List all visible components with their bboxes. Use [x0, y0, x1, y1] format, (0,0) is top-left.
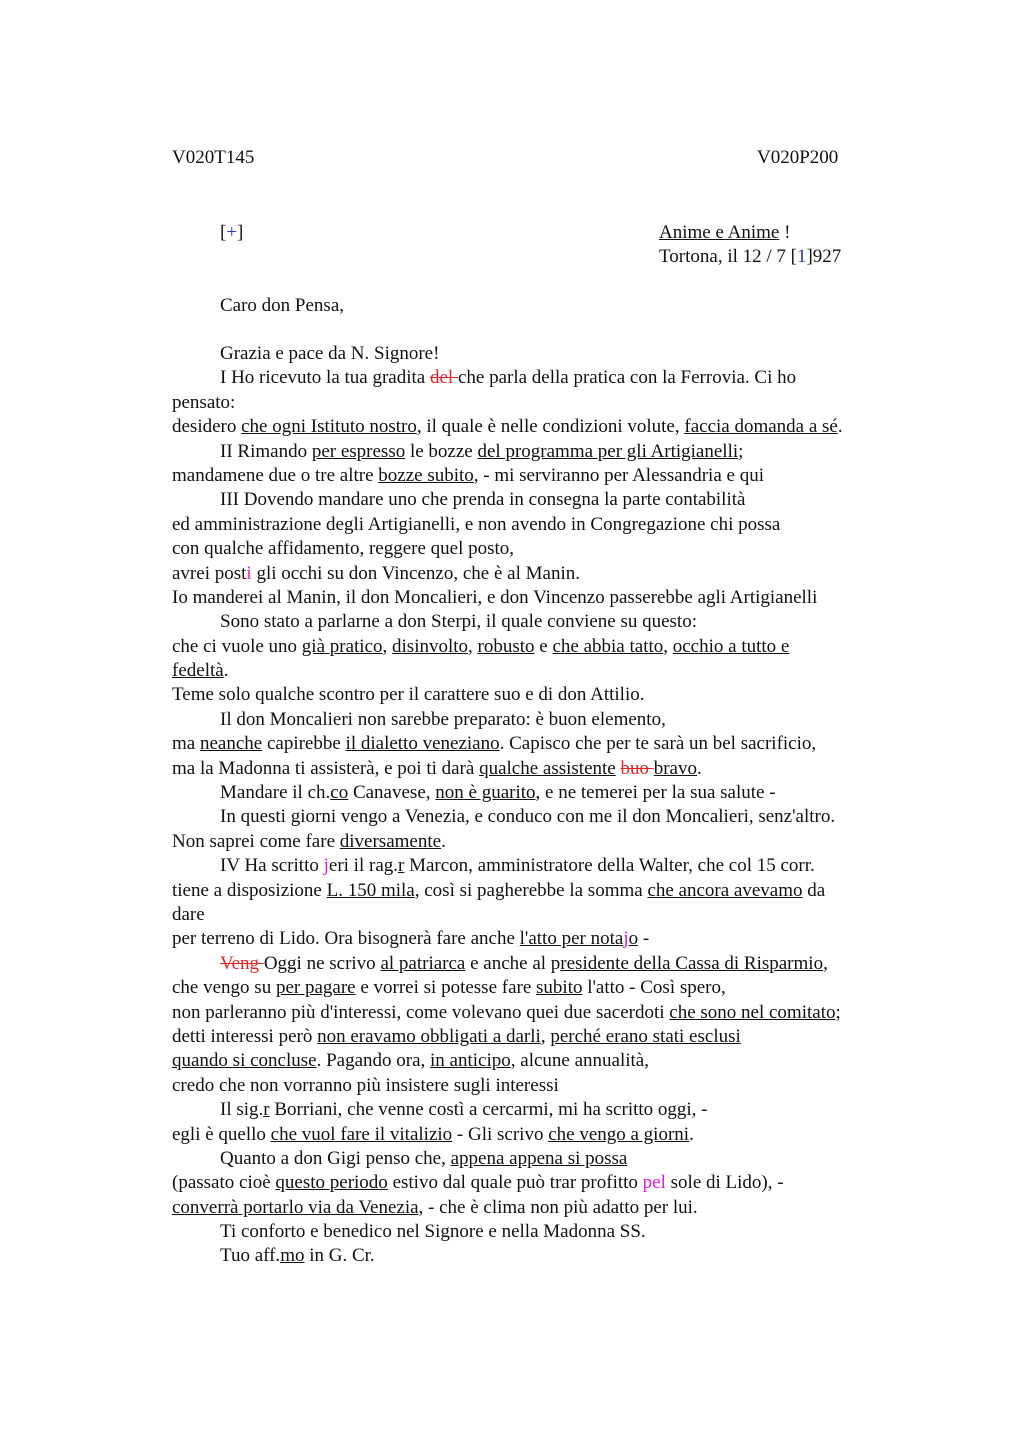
line-text: .	[223, 660, 229, 682]
line-text: . Capisco che per te sarà un bel sacrificio,	[499, 733, 817, 755]
letter-line	[172, 1049, 912, 1073]
document-code-right: V020P200	[757, 147, 839, 168]
letter-line	[172, 805, 912, 829]
letter-line	[172, 1171, 912, 1195]
letter-line	[172, 440, 912, 464]
letter-line	[172, 464, 912, 488]
underlined-text: subito	[536, 977, 583, 999]
letter-line	[172, 732, 912, 756]
struck-text: buo	[620, 757, 654, 779]
line-text: credo che non vorranno più insistere sugli interessi	[172, 1074, 559, 1096]
correction-text: pel	[642, 1172, 666, 1194]
underlined-text: r	[263, 1099, 270, 1121]
line-text: l'atto - Così spero,	[582, 977, 726, 999]
letter-line	[172, 366, 912, 390]
letter-line	[172, 415, 912, 439]
letter-line	[172, 659, 912, 683]
line-text: detti interessi però	[172, 1025, 318, 1047]
struck-text: Veng	[220, 952, 264, 974]
underlined-text: per pagare	[275, 977, 356, 999]
line-text: ;	[738, 440, 744, 462]
line-text: non parleranno più d'interessi, come volevano quei due sacerdoti	[172, 1001, 670, 1023]
line-text: ed amministrazione degli Artigianelli, e non avendo in Congregazione chi possa	[172, 513, 781, 535]
line-text: desidero	[172, 416, 242, 438]
underlined-text: diversamente	[339, 830, 442, 852]
letter-line	[172, 854, 912, 878]
letter-line	[172, 1001, 912, 1025]
underlined-text: già pratico	[301, 635, 383, 657]
line-text: Ti conforto e benedico nel Signore e nella Madonna SS.	[220, 1221, 646, 1243]
line-text: ,	[663, 635, 673, 657]
struck-text: del	[429, 367, 458, 389]
line-text: .	[441, 830, 446, 852]
line-text: e	[534, 635, 553, 657]
underlined-text: che ancora avevamo	[647, 879, 803, 901]
line-text: ,	[823, 952, 828, 974]
letter-line	[172, 683, 912, 707]
letter-line	[172, 952, 912, 976]
line-text: da	[802, 879, 826, 901]
line-text: capirebbe	[262, 733, 346, 755]
underlined-text: che ogni Istituto nostro	[241, 416, 417, 438]
underlined-text: residente della Cassa di Risparmio	[560, 952, 824, 974]
document-code-left: V020T145	[172, 147, 255, 168]
line-text: ,	[468, 635, 478, 657]
letter-line	[172, 610, 912, 634]
line-text: Sono stato a parlarne a don Sterpi, il quale conviene su questo:	[220, 611, 697, 633]
letter-line	[172, 1196, 912, 1220]
line-text: .	[689, 1123, 694, 1145]
underlined-text: appena appena si possa	[450, 1147, 628, 1169]
letter-line	[172, 1098, 912, 1122]
date-line: Tortona, il 12 / 7 [1]927	[659, 246, 842, 267]
line-text: II Rimando	[220, 440, 312, 462]
underlined-text: o	[628, 928, 639, 950]
line-text: .	[837, 416, 843, 438]
line-text: ,	[382, 635, 393, 657]
letter-line	[172, 635, 912, 659]
correction-text: i	[246, 562, 252, 584]
underlined-text: non eravamo obbligati a darli	[317, 1025, 541, 1047]
underlined-text: questo periodo	[275, 1172, 388, 1194]
underlined-text: del programma per gli Artigianelli	[477, 440, 739, 462]
line-text: - Gli scrivo	[452, 1123, 549, 1145]
line-text: . Pagando ora,	[316, 1050, 431, 1072]
line-text: Il don Moncalieri non sarebbe preparato: è buon elemento,	[220, 708, 666, 730]
underlined-text: neanche	[199, 733, 263, 755]
underlined-text: j	[623, 928, 629, 950]
line-text: Oggi ne scrivo	[263, 952, 381, 974]
letter-line	[172, 879, 912, 903]
line-text: e vorrei si potesse fare	[355, 977, 537, 999]
line-text: ,	[540, 1025, 551, 1047]
line-text: in G. Cr.	[304, 1245, 375, 1267]
line-text: Grazia e pace da N. Signore!	[220, 343, 440, 364]
letter-line	[172, 1074, 912, 1098]
line-text: pensato:	[172, 391, 236, 413]
letter-line	[172, 342, 912, 366]
line-text: , e ne temerei per la sua salute -	[535, 782, 776, 804]
editorial-note-marker: [+]	[220, 222, 244, 243]
letter-line	[172, 757, 912, 781]
line-text: ;	[835, 1001, 841, 1023]
line-text: Io manderei al Manin, il don Moncalieri, e don Vincenzo passerebbe agli Artigianelli	[172, 586, 818, 608]
underlined-text: faccia domanda a sé	[684, 416, 838, 438]
underlined-text: L. 150 mila	[326, 879, 415, 901]
letter-line	[172, 1123, 912, 1147]
underlined-text: converrà portarlo via da Venezia	[172, 1196, 419, 1218]
line-text: egli è quello	[172, 1123, 271, 1145]
underlined-text: disinvolto	[392, 635, 469, 657]
line-text: gli occhi su don Vincenzo, che è al Manin.	[251, 562, 580, 584]
motto: Anime e Anime !	[659, 222, 791, 243]
plus-note-link[interactable]: +	[226, 222, 238, 243]
line-text: avrei post	[172, 562, 247, 584]
salutation: Caro don Pensa,	[220, 295, 345, 316]
underlined-text: che vuol fare il vitalizio	[270, 1123, 453, 1145]
line-text: .	[697, 757, 702, 779]
letter-line	[172, 781, 912, 805]
underlined-text: per espresso	[311, 440, 406, 462]
line-text: con qualche affidamento, reggere quel posto,	[172, 538, 515, 560]
letter-body	[172, 342, 912, 1269]
line-text: e anche al p	[465, 952, 561, 974]
underlined-text: che abbia tatto	[552, 635, 664, 657]
letter-line	[172, 513, 912, 537]
underlined-text: r	[398, 855, 405, 877]
underlined-text: non è guarito	[435, 782, 536, 804]
line-text: Quanto a don Gigi penso che,	[220, 1147, 451, 1169]
line-text: III Dovendo mandare uno che prenda in consegna la parte contabilità	[220, 489, 746, 511]
line-text: eri il rag.	[328, 855, 398, 877]
line-text: Il sig.	[220, 1099, 264, 1121]
line-text: , il quale è nelle condizioni volute,	[416, 416, 685, 438]
underlined-text: fedeltà	[172, 660, 224, 682]
line-text: Borriani, che venne costì a cercarmi, mi ha scritto oggi, -	[269, 1099, 708, 1121]
underlined-text: co	[330, 782, 349, 804]
line-text: -	[638, 928, 650, 950]
underlined-text: quando si concluse	[172, 1050, 317, 1072]
line-text: Tuo aff.	[220, 1245, 281, 1267]
line-text: che ci vuole uno	[172, 635, 302, 657]
line-text: Non saprei come fare	[172, 830, 340, 852]
letter-line	[172, 708, 912, 732]
line-text: estivo dal quale può trar profitto	[387, 1172, 643, 1194]
line-text: che vengo su	[172, 977, 276, 999]
line-text: per terreno di Lido. Ora bisognerà fare anche	[172, 928, 520, 950]
letter-line	[172, 830, 912, 854]
underlined-text: che sono nel comitato	[669, 1001, 836, 1023]
line-text: Teme solo qualche scontro per il carattere suo e di don Attilio.	[172, 684, 645, 706]
letter-line	[172, 1025, 912, 1049]
line-text: IV Ha scritto	[220, 855, 324, 877]
letter-line	[172, 927, 912, 951]
line-text: mandamene due o tre altre	[172, 464, 379, 486]
line-text: , alcune annualità,	[510, 1050, 649, 1072]
line-text: Marcon, amministratore della Walter, che col 15 corr.	[404, 855, 815, 877]
letter-line	[172, 586, 912, 610]
line-text: , - mi serviranno per Alessandria e qui	[473, 464, 764, 486]
line-text: ma la Madonna ti assisterà, e poi ti darà	[172, 757, 480, 779]
underlined-text: bravo	[653, 757, 697, 779]
letter-line	[172, 1220, 912, 1244]
underlined-text: perché erano stati esclusi	[550, 1025, 741, 1047]
line-text: dare	[172, 903, 205, 925]
underlined-text: mo	[280, 1245, 305, 1267]
letter-line	[172, 1244, 912, 1268]
letter-line	[172, 537, 912, 561]
letter-line	[172, 562, 912, 586]
line-text: sole di Lido), -	[665, 1172, 784, 1194]
letter-line	[172, 391, 912, 415]
underlined-text: il dialetto veneziano	[345, 733, 500, 755]
line-text: le bozze	[405, 440, 478, 462]
letter-line	[172, 976, 912, 1000]
underlined-text: bozze subito	[378, 464, 474, 486]
correction-text: j	[323, 855, 329, 877]
underlined-text: robusto	[477, 635, 535, 657]
line-text: ma	[172, 733, 200, 755]
underlined-text: l'atto per nota	[519, 928, 624, 950]
line-text: Canavese,	[348, 782, 436, 804]
line-text: I Ho ricevuto la tua gradita	[220, 367, 430, 389]
line-text: che parla della pratica con la Ferrovia. Ci ho	[457, 367, 797, 389]
line-text: , così si pagherebbe la somma	[414, 879, 648, 901]
line-text: , - che è clima non più adatto per lui.	[418, 1196, 698, 1218]
letter-line	[172, 903, 912, 927]
underlined-text: occhio a tutto e	[672, 635, 790, 657]
letter-line	[172, 488, 912, 512]
letter-line	[172, 1147, 912, 1171]
underlined-text: qualche assistente	[479, 757, 616, 779]
underlined-text: che vengo a giorni	[548, 1123, 690, 1145]
line-text: Mandare il ch.	[220, 782, 331, 804]
underlined-text: al patriarca	[380, 952, 466, 974]
line-text: tiene a disposizione	[172, 879, 327, 901]
underlined-text: in anticipo	[430, 1050, 511, 1072]
line-text: (passato cioè	[172, 1172, 276, 1194]
line-text: In questi giorni vengo a Venezia, e conduco con me il don Moncalieri, senz'altro.	[220, 806, 836, 828]
footnote-link[interactable]: 1	[796, 246, 807, 267]
